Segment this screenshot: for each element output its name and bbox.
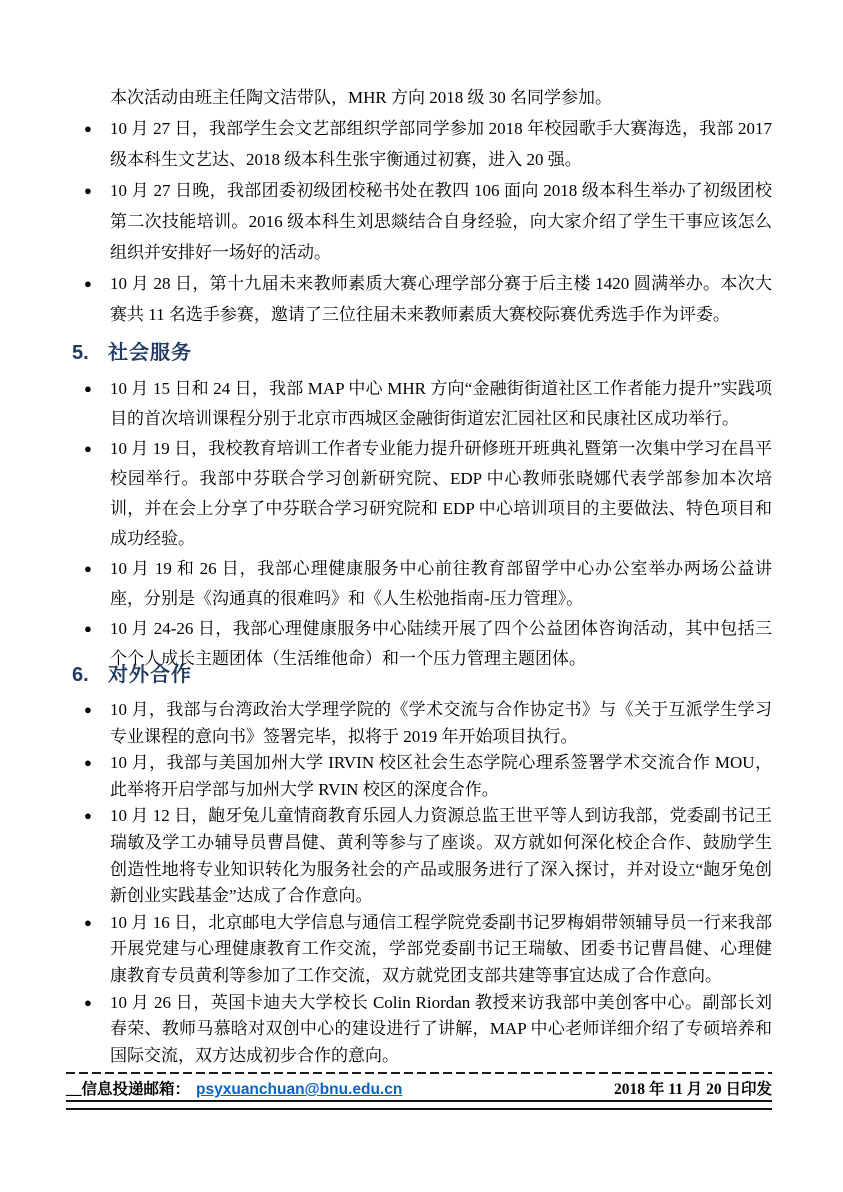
section-6-heading (72, 658, 672, 687)
footer-underscore-mark: __ (66, 1081, 82, 1098)
section-5-bullet-list (84, 374, 772, 674)
top-bullet-list (84, 113, 772, 330)
bullet-text: 10 月，我部与台湾政治大学理学院的《学术交流与合作协定书》与《关于互派学生学习专业课程的意向书》签署完毕，拟将于 2019 年开始项目执行。 (110, 700, 772, 746)
continuation-paragraph: 本次活动由班主任陶文洁带队，MHR 方向 2018 级 30 名同学参加。 (110, 88, 612, 107)
bullet-item (84, 554, 772, 614)
footer-dashed-divider (66, 1072, 772, 1074)
bullet-item (84, 434, 772, 554)
bullet-text: 10 月 27 日晚，我部团委初级团校秘书处在教四 106 面向 2018 级本科生举办了初级团校第二次技能培训。2016 级本科生刘思燚结合自身经验，向大家介绍了学生干事应该怎么组织并安排好一场好的活动。 (110, 181, 772, 262)
bullet-text: 10 月 12 日，龅牙兔儿童情商教育乐园人力资源总监王世平等人到访我部，党委副书记王瑞敏及学工办辅导员曹昌健、黄利等参与了座谈。双方就如何深化校企合作、鼓励学生创造性地将专业知识转化为服务社会的产品或服务进行了深入探讨，并对设立“龅牙兔创新创业实践基金”达成了合作意向。 (110, 806, 772, 906)
bullet-text: 10 月 26 日，英国卡迪夫大学校长 Colin Riordan 教授来访我部中美创客中心。副部长刘春荣、教师马慕晗对双创中心的建设进行了讲解，MAP 中心老师详细介绍了专硕培养和国际交流，双方达成初步合作的意向。 (110, 992, 772, 1065)
bullet-item (84, 697, 772, 750)
bullet-item (84, 374, 772, 434)
footer-double-rule (66, 1100, 772, 1110)
section-6-content (84, 697, 772, 1069)
section-title: 社会服务 (108, 342, 192, 364)
section-title: 对外合作 (108, 664, 192, 686)
footer-print-date: 2018 年 11 月 20 日印发 (613, 1081, 772, 1098)
footer-contact (66, 1077, 402, 1099)
footer-email-label: 信息投递邮箱： (81, 1081, 191, 1098)
bullet-text: 10 月，我部与美国加州大学 IRVIN 校区社会生态学院心理系签署学术交流合作 MOU，此举将开启学部与加州大学 RVIN 校区的深度合作。 (110, 753, 772, 799)
bullet-text: 10 月 16 日，北京邮电大学信息与通信工程学院党委副书记罗梅娟带领辅导员一行来我部开展党建与心理健康教育工作交流，学部党委副书记王瑞敏、团委书记曹昌健、心理健康教育专员黄利等参加了工作交流，双方就党团支部共建等事宜达成了合作意向。 (110, 912, 772, 985)
bullet-icon: ● (84, 183, 92, 198)
bullet-icon: ● (84, 121, 92, 136)
bullet-item (84, 268, 772, 330)
bullet-item (84, 175, 772, 268)
bullet-icon: ● (84, 621, 92, 636)
bullet-icon: ● (84, 561, 92, 576)
section-5-heading (72, 336, 672, 365)
bullet-text: 10 月 19 和 26 日，我部心理健康服务中心前往教育部留学中心办公室举办两场公益讲座，分别是《沟通真的很难吗》和《人生松弛指南-压力管理》。 (110, 559, 772, 608)
bullet-item (84, 803, 772, 909)
bullet-text: 10 月 19 日，我校教育培训工作者专业能力提升研修班开班典礼暨第一次集中学习在昌平校园举行。我部中芬联合学习创新研究院、EDP 中心教师张晓娜代表学部参加本次培训，并在会上分享了中芬联合学习研究院和 EDP 中心培训项目的主要做法、特色项目和成功经验。 (110, 439, 772, 548)
bullet-icon: ● (84, 441, 92, 456)
bullet-icon: ● (84, 994, 92, 1010)
bullet-text: 10 月 27 日，我部学生会文艺部组织学部同学参加 2018 年校园歌手大赛海选，我部 2017 级本科生文艺达、2018 级本科生张宇衡通过初赛，进入 20 强。 (110, 119, 772, 169)
bullet-icon: ● (84, 381, 92, 396)
section-6-bullet-list (84, 697, 772, 1069)
bullet-text: 10 月 24-26 日，我部心理健康服务中心陆续开展了四个公益团体咨询活动，其中包括三个个人成长主题团体（生活维他命）和一个压力管理主题团体。 (110, 619, 772, 668)
section-number: 6. (72, 664, 89, 686)
bullet-icon: ● (84, 276, 92, 291)
bullet-item (84, 910, 772, 990)
top-bullet-section (84, 82, 772, 330)
section-5-content (84, 374, 772, 674)
bullet-icon: ● (84, 914, 92, 930)
bullet-icon: ● (84, 755, 92, 771)
bullet-text: 10 月 28 日，第十九届未来教师素质大赛心理学部分赛于后主楼 1420 圆满举办。本次大赛共 11 名选手参赛，邀请了三位往届未来教师素质大赛校际赛优秀选手作为评委。 (110, 274, 772, 324)
bullet-text: 10 月 15 日和 24 日，我部 MAP 中心 MHR 方向“金融街街道社区工作者能力提升”实践项目的首次培训课程分别于北京市西城区金融街街道宏汇园社区和民康社区成功举行。 (110, 379, 772, 428)
section-number: 5. (72, 342, 89, 364)
bullet-item (84, 113, 772, 175)
footer-email-link[interactable]: psyxuanchuan@bnu.edu.cn (196, 1081, 403, 1098)
bullet-icon: ● (84, 702, 92, 717)
bullet-item (84, 990, 772, 1070)
bullet-icon: ● (84, 808, 92, 824)
footer (66, 1077, 772, 1099)
bullet-item (84, 750, 772, 803)
